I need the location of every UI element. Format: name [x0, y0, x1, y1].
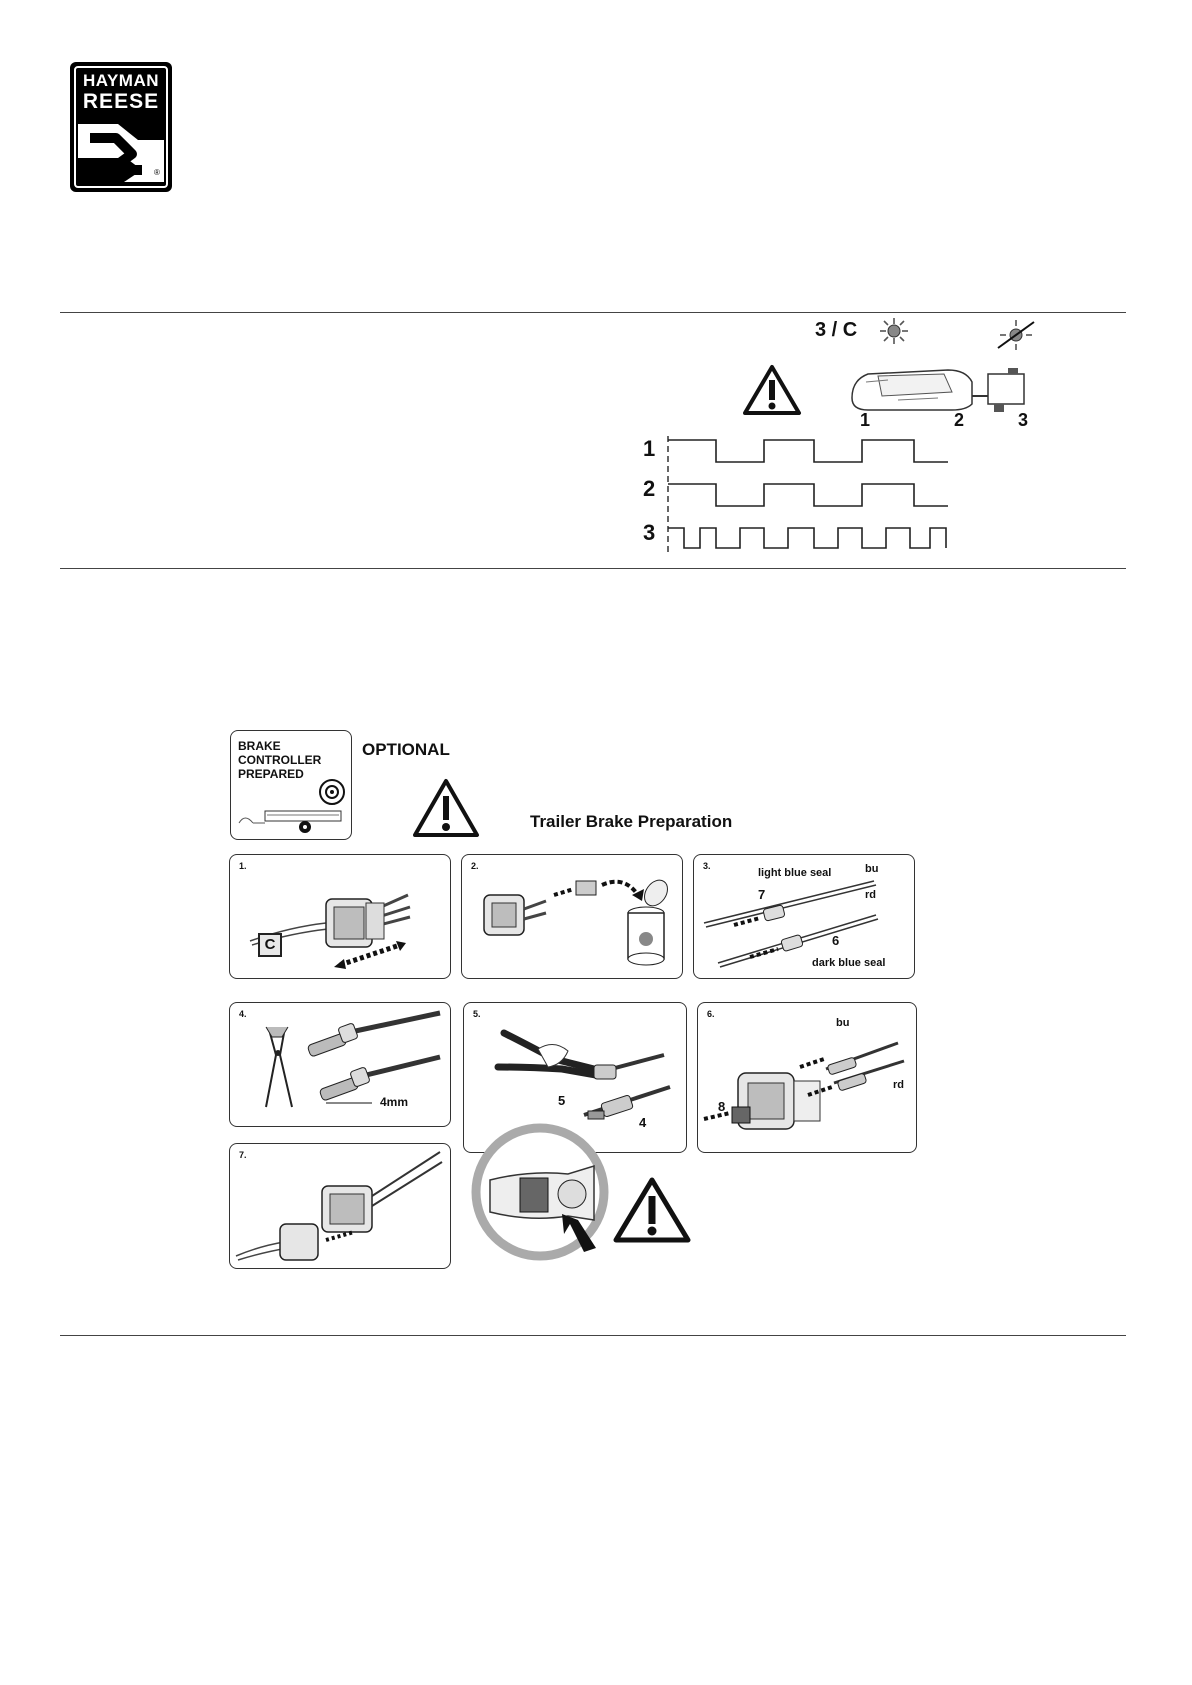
vehicle-label-2: 2 — [954, 410, 965, 430]
step-2-panel — [461, 854, 683, 979]
callout-7: 7 — [758, 887, 766, 902]
warning-triangle-icon — [742, 364, 802, 416]
trailer-lamp-off-icon — [994, 318, 1038, 352]
indicator-lamp-icon — [876, 316, 912, 346]
step-number: 4. — [239, 1009, 247, 1019]
logo-text-reese: REESE — [82, 90, 160, 113]
step-number: 5. — [473, 1009, 481, 1019]
divider-middle — [60, 568, 1126, 569]
logo-text-hayman: HAYMAN — [82, 71, 160, 90]
connector-illustration — [230, 855, 450, 978]
callout-6: 6 — [832, 933, 840, 948]
trace-label-2: 2 — [643, 476, 656, 501]
logo-registered-mark: ® — [154, 168, 160, 177]
connect-halves-illustration — [230, 1144, 450, 1268]
step-3-panel — [693, 854, 915, 979]
car-with-trailer-illustration — [848, 360, 1028, 420]
wire-stripping-illustration — [230, 1003, 450, 1126]
step-number: 6. — [707, 1009, 715, 1019]
step-4-panel — [229, 1002, 451, 1127]
hayman-reese-logo — [70, 62, 172, 192]
brake-controller-badge — [230, 730, 352, 840]
vehicle-label-1: 1 — [860, 410, 871, 430]
callout-8: 8 — [718, 1099, 726, 1114]
warning-triangle-icon — [612, 1176, 692, 1244]
callout-bu: bu — [836, 1017, 850, 1029]
warning-triangle-icon — [412, 778, 480, 838]
step-number: 1. — [239, 861, 247, 871]
step-6-panel — [697, 1002, 917, 1153]
badge-line-brake: BRAKE — [238, 739, 281, 753]
badge-line-controller: CONTROLLER — [238, 753, 322, 767]
insert-terminals-illustration — [698, 1003, 916, 1152]
step-1-panel — [229, 854, 451, 979]
callout-dark-blue-seal: dark blue seal — [812, 957, 886, 969]
trace-label-3: 3 — [643, 520, 656, 545]
step-number: 7. — [239, 1150, 247, 1160]
optional-label: OPTIONAL — [362, 740, 450, 759]
divider-bottom — [60, 1335, 1126, 1336]
pulse-timing-diagram — [664, 436, 954, 556]
step-7-panel — [229, 1143, 451, 1269]
step-number: 3. — [703, 861, 711, 871]
trailer-brake-title: Trailer Brake Preparation — [530, 812, 733, 831]
callout-bu: bu — [865, 863, 879, 875]
callout-5: 5 — [558, 1093, 566, 1108]
remove-blank-plug-illustration — [462, 855, 682, 978]
vehicle-label-3: 3 — [1018, 410, 1029, 430]
callout-4mm: 4mm — [380, 1095, 409, 1109]
callout-rd: rd — [865, 889, 876, 901]
trace-label-1: 1 — [643, 436, 656, 461]
divider-top — [60, 312, 1126, 313]
badge-line-prepared: PREPARED — [238, 767, 304, 781]
lamp-label: 3 / C — [815, 319, 858, 341]
callout-rd: rd — [893, 1079, 904, 1091]
callout-4: 4 — [639, 1115, 647, 1130]
lock-detail-magnifier-illustration — [470, 1120, 616, 1266]
trailer-outline-icon — [235, 801, 347, 835]
step-number: 2. — [471, 861, 479, 871]
callout-c: C — [258, 933, 282, 957]
callout-light-blue-seal: light blue seal — [758, 867, 832, 879]
